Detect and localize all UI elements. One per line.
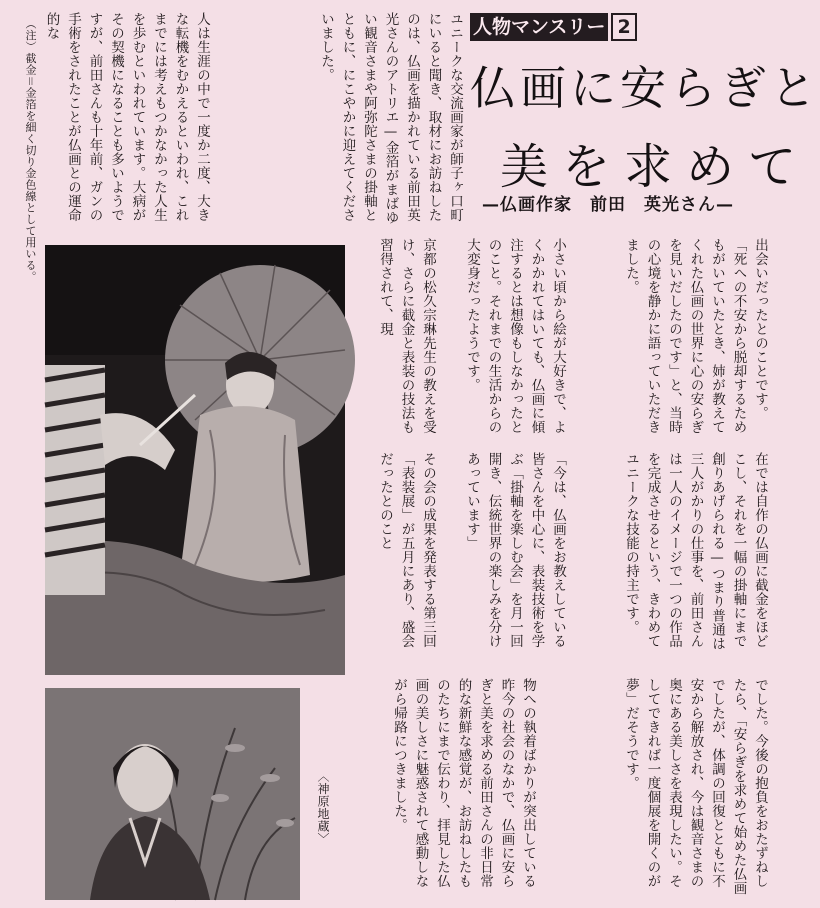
body-col-5: 「今は、仏画をお教えしている皆さんを中心に、表装技術を学ぶ「掛軸を楽しむ会」を月一回開き、伝統世界の楽しみを分けあっています」: [464, 452, 566, 648]
portrait-photo: [45, 688, 300, 900]
byline: —仏画作家 前田 英光さん—: [482, 195, 734, 215]
main-photo-art: [45, 245, 345, 675]
body-col-6: その会の成果を発表する第三回「表装展」が五月にあり、盛会だったとのこと: [377, 452, 436, 648]
series-header: [470, 12, 637, 42]
series-number: 2: [611, 13, 636, 41]
intro-text-2: 人は生涯の中で一度か二度、大きな転機をむかえるといわれ、これまでには考えもつかなかった人生を歩むといわれています。大病がその契機になることも多いようですが、前田さんも十年前、ガンの手術をされたことが仏画との運命的な: [43, 12, 210, 222]
portrait-photo-art: [45, 688, 300, 900]
body-col-2: 小さい頃から絵が大好きで、よくかかれてはいても、仏画に傾注するとは想像もしなかったとのこと。それまでの生活からの大変身だったようです。: [464, 238, 566, 434]
body-col-1: 出会いだったとのことです。「死への不安から脱却するためもがいていたとき、姉が教えてくれた仏画の世界に心の安らぎを見いだしたのです」と、当時の心境を静かに語っていただきました。: [623, 238, 768, 434]
headline-line2: 美を求めて: [500, 139, 811, 195]
main-photo: [45, 245, 345, 675]
body-col-4: 在では自作の仏画に截金をほどこし、それを一幅の掛軸にまで創りあげられる—つまり普通は三人がかりの仕事を、前田さんは一人のイメージで一つの作品を完成させるという、きわめてユニークな技能の持主です。: [623, 452, 768, 651]
body-col-7: でした。今後の抱負をおたずねしたら、「安らぎを求めて始めた仏画でしたが、体調の回復とともに不安から解放され、今は観音さまの奥にある美しさを表現したい。そしてできれば一度個展を開くのが夢」だそうです。: [623, 678, 768, 896]
footnote: （注）截金＝金箔を細く切り金色線として用いる。: [24, 18, 37, 283]
series-label: 人物マンスリー: [470, 13, 608, 41]
headline-line1: 仏画に安らぎと: [470, 61, 820, 115]
body-col-3: 京都の松久宗琳先生の教えを受け、さらに截金と表装の技法も習得されて、現: [377, 238, 436, 434]
body-col-8: 物への執着ばかりが突出している昨今の社会のなかで、仏画に安らぎと美を求める前田さんの非日常的な新鮮な感覚が、お訪ねしたものたちにまで伝わり、拝見した仏画の美しさに魅惑されて感動しながら帰路につきました。: [391, 678, 536, 888]
photo-caption: 〈神原地蔵〉: [316, 770, 330, 845]
intro-text-1: ユニークな交流画家が師子ヶ口町にいると聞き、取材にお訪ねしたのは、仏画を描かれている前田英光さんのアトリエ—金箔がまばゆい観音さまや阿弥陀さまの掛軸とともに、にこやかに迎えてくださいました。: [318, 12, 463, 225]
